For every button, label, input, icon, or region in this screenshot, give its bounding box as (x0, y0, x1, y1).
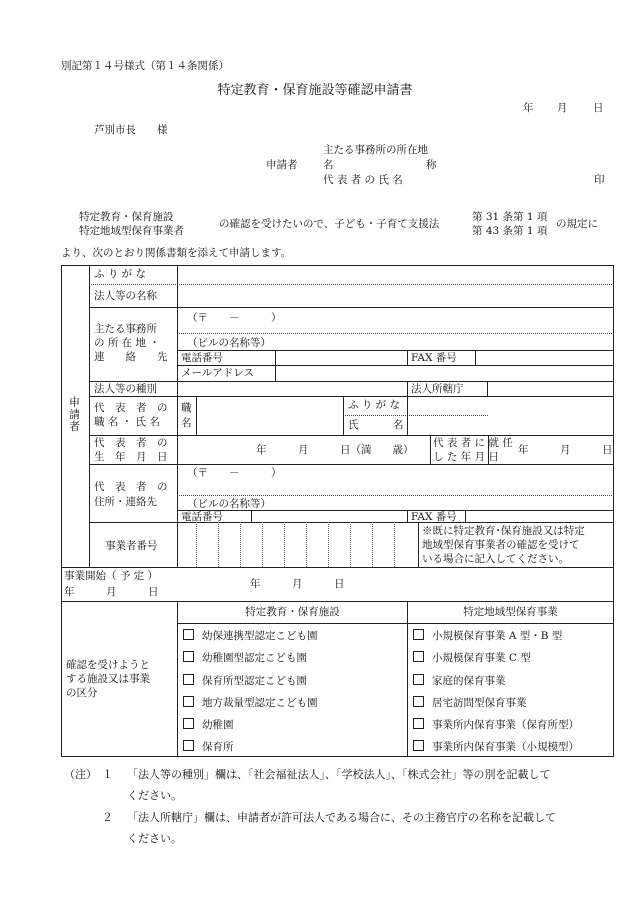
right-option[interactable]: 小規模保育事業 A 型・B 型 (413, 629, 562, 642)
note-1-line-1: 「法人等の種別」欄は、「社会福祉法人」、「学校法人」、「株式会社」等の別を記載して (127, 768, 551, 781)
birth-label-2: 生 年 月 日 (94, 451, 168, 463)
note-1-number: １ (102, 768, 113, 781)
date-year: 年 (523, 102, 534, 114)
addressee: 芦別市長 様 (94, 124, 168, 136)
checkbox-icon[interactable] (413, 674, 424, 685)
name-label-1: 氏 (348, 419, 359, 431)
category-label-2: する施設又は事業 (66, 673, 150, 685)
main-office-label-2: の 所 在 地 ・ (94, 337, 160, 349)
name-label-2: 名 (393, 419, 404, 431)
intro-middle: の確認を受けたいので、子ども・子育て支援法 (219, 218, 440, 230)
appointed-value[interactable]: 年 月 日 (518, 444, 613, 456)
postal-code-field[interactable]: （〒 － ） (187, 312, 282, 324)
checkbox-icon[interactable] (413, 696, 424, 707)
name-label-b: 称 (426, 159, 437, 171)
start-label-1: 事業開始（ 予 定 ） (64, 570, 159, 582)
phone-label: 電話番号 (181, 352, 223, 364)
business-note-3: いる場合に記入してください。 (422, 553, 569, 565)
date-day: 日 (593, 102, 604, 114)
right-option[interactable]: 家庭的保育事業 (413, 674, 506, 687)
form-title: 特定教育・保育施設等確認申請書 (217, 83, 413, 98)
note-2-number: ２ (102, 811, 113, 824)
post-label-2: 名 (181, 417, 192, 429)
corp-office-label: 法人所轄庁 (411, 383, 464, 395)
right-option[interactable]: 小規模保育事業 C 型 (413, 651, 531, 664)
application-table (61, 265, 614, 757)
form-reference: 別記第１４号様式（第１４条関係） (61, 60, 229, 72)
rep-name-label: 代 表 者 の 氏 名 (323, 174, 403, 186)
building-name-field-2[interactable]: （ビルの名称等） (187, 498, 271, 510)
left-option[interactable]: 幼稚園 (183, 718, 234, 731)
corp-name-label: 法人等の名称 (94, 290, 157, 302)
note-2-line-1: 「法人所轄庁」欄は、申請者が許可法人である場合に、その主務官庁の名称を記載して (127, 811, 556, 824)
checkbox-icon[interactable] (183, 629, 194, 640)
business-note-1: ※既に特定教育･保育施設又は特定 (422, 525, 585, 537)
intro-article-2: 第 43 条第 1 項 (472, 225, 548, 237)
checkbox-icon[interactable] (413, 718, 424, 729)
applicant-label: 申請者 (266, 159, 298, 171)
rep-address-label-2: 住所・連絡先 (94, 496, 157, 508)
building-name-field[interactable]: （ビルの名称等） (187, 337, 271, 349)
note-2-line-2: ください。 (127, 832, 182, 845)
furigana-label-2: ふ り が な (348, 399, 401, 411)
right-option[interactable]: 居宅訪問型保育事業 (413, 696, 527, 709)
intro-facility-1: 特定教育・保育施設 (79, 211, 174, 223)
checkbox-icon[interactable] (183, 696, 194, 707)
name-label-a: 名 (323, 159, 334, 171)
checkbox-icon[interactable] (183, 740, 194, 751)
left-option[interactable]: 幼保連携型認定こども園 (183, 629, 318, 642)
main-office-label-1: 主たる事務所 (94, 323, 157, 335)
rep-title-label-1: 代 表 者 の (94, 402, 168, 414)
rep-title-label-2: 職 名 ・ 氏 名 (94, 416, 160, 428)
intro-suffix: の規定に (556, 218, 598, 230)
checkbox-icon[interactable] (413, 651, 424, 662)
seal-label: 印 (594, 174, 605, 186)
checkbox-icon[interactable] (183, 718, 194, 729)
rep-address-label-1: 代 表 者 の (94, 481, 168, 493)
date-month: 月 (557, 102, 568, 114)
right-column-header: 特定地域型保育事業 (463, 606, 558, 618)
right-option[interactable]: 事業所内保育事業（小規模型） (413, 740, 579, 753)
left-column-header: 特定教育・保育施設 (245, 606, 340, 618)
notes-prefix: （注） (64, 768, 97, 781)
intro-facility-2: 特定地域型保育事業者 (79, 225, 184, 237)
start-value[interactable]: 年 月 日 (250, 578, 345, 590)
fax-label-2: FAX 番号 (411, 511, 457, 523)
furigana-label: ふ り が な (94, 268, 147, 280)
post-label-1: 職 (181, 402, 192, 414)
postal-code-field-2[interactable]: （〒 － ） (187, 467, 282, 479)
business-note-2: 地域型保育事業者の確認を受けて (422, 539, 580, 551)
office-location-label: 主たる事務所の所在地 (323, 144, 428, 156)
checkbox-icon[interactable] (413, 740, 424, 751)
birth-label-1: 代 表 者 の (94, 437, 168, 449)
notes (64, 764, 624, 849)
applicant-side-label: 申請者 (69, 396, 80, 433)
left-option[interactable]: 地方裁量型認定こども園 (183, 696, 318, 709)
birth-value[interactable]: 年 月 日（満 歳） (256, 444, 414, 456)
appointed-label-2: し た 年 月 日 (433, 451, 499, 463)
appointed-label-1: 代 表 者 に 就 任 (433, 437, 513, 449)
left-option[interactable]: 保育所型認定こども園 (183, 674, 307, 687)
business-number-label: 事業者番号 (105, 540, 158, 552)
main-office-label-3: 連 絡 先 (94, 351, 168, 363)
checkbox-icon[interactable] (183, 674, 194, 685)
corp-type-label: 法人等の種別 (94, 383, 157, 395)
phone-label-2: 電話番号 (181, 511, 223, 523)
category-label-3: の区分 (66, 687, 98, 699)
checkbox-icon[interactable] (413, 629, 424, 640)
note-1-line-2: ください。 (127, 789, 182, 802)
checkbox-icon[interactable] (183, 651, 194, 662)
left-option[interactable]: 幼稚園型認定こども園 (183, 651, 307, 664)
intro-line-2: より、次のとおり関係書類を添えて申請します。 (61, 247, 292, 259)
left-option[interactable]: 保育所 (183, 740, 234, 753)
right-option[interactable]: 事業所内保育事業（保育所型） (413, 718, 579, 731)
category-label-1: 確認を受けようと (66, 659, 150, 671)
start-label-2: 年 月 日 (64, 586, 159, 598)
fax-label: FAX 番号 (411, 352, 457, 364)
intro-article-1: 第 31 条第 1 項 (472, 211, 548, 223)
email-label: メールアドレス (181, 367, 254, 379)
